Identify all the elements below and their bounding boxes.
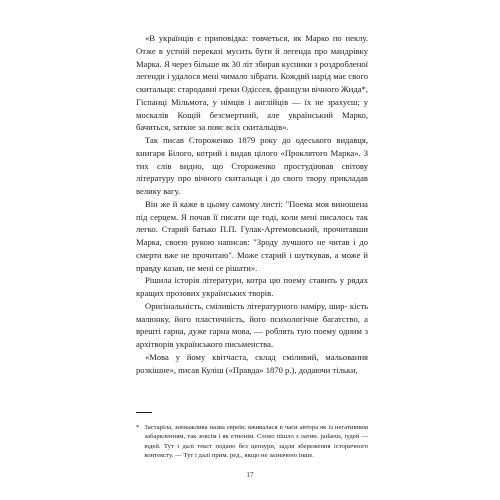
footnote-text: Застаріла, зневажлива назва євреїв; вживалася в часи автора як із негативним забарвленням, так зовсім і як етнонім. Слово пішло з латин. judaeus, іудей — юдей. Тут і далі текст подано без цензури, задля збереження історичного контексту. — Тут і далі прим. ред., якщо не зазначено інше. — [144, 424, 368, 460]
main-text — [136, 32, 368, 376]
page-number: 17 — [246, 470, 254, 479]
paragraph: «В українців є приповідка: товчеться, як Марко по пеклу. Отже в устній переказі мусить бути й легенда про мандрівку Марка. Я через більше як 30 літ збирав кусники з роздробленої легенди і удалося мені чимало зібрати. Кождий нарід має свого скитальця: стародавні греки Одіссея, французи вічного Жида*, Гіспанці Мільмота, у німців і англійців — їх не зрахуєш; у москалів Кощій безсмертний, але український Марко, бачиться, заткне за пояс всіх скитальців». — [136, 33, 368, 133]
paragraph: «Мова у йому квітчаста, склад сміливий, мальовання розкішне», писав Куліш («Правда» 1870 р.), додаючи тільки, — [136, 351, 368, 375]
footnote — [136, 423, 368, 461]
footnote-divider — [136, 412, 152, 413]
footnote-marker: * — [136, 424, 140, 431]
paragraph: Так писав Стороженко 1879 року до одеського видавця, книгаря Білого, котрий і видав цілого «Проклятого Марка». З тих слів видно, що Стороженко простудіював світову літературу про вічного скитальця і до свого твору прикладав велику вагу. — [136, 135, 368, 196]
paragraph: Рішила історія літератури, котра цю поему ставить у рядах кращих прозових українських творів. — [136, 275, 368, 298]
paragraph: Оригінальність, сміливість літературного наміру, шир- кість малюнку, його пластичність, його психологічне багатство, а врешті гарна, дуже гарна мова, — роблять тую поему одним з архітворів українського письменства. — [136, 300, 368, 349]
paragraph: Він же й каже в цьому самому листі: "Поема моя виношена під серцем. Я почав її писати ще тоді, коли мені писалось так легко. Старий батько П.П. Гулак-Артемовський, прочитавши Марка, своєю рукою написав: "Зроду лучшого не читав і до смерти вже не прочитаю". Може старий і шуткував, а може й правду казав, не мені се рішати». — [136, 198, 368, 273]
